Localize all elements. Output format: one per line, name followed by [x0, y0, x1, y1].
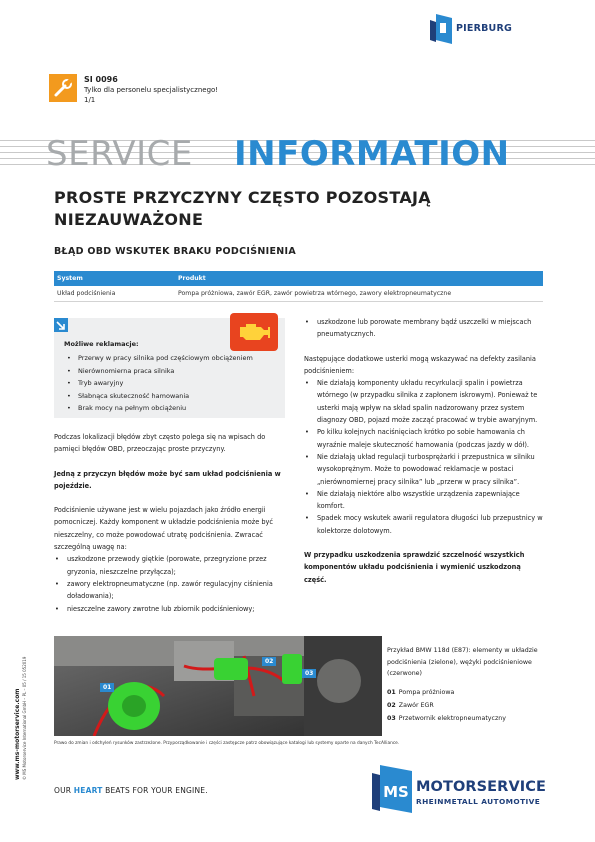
engine-photo [54, 636, 382, 736]
photo-caption [387, 645, 543, 725]
photo-label-01: 01 [100, 674, 114, 693]
list-item: • zawory elektropneumatyczne (np. zawór regulacyjny ciśnienia doładowania); [54, 578, 286, 603]
motorservice-name: MOTORSERVICE [416, 779, 547, 795]
complaints-title: Możliwe reklamacje: [64, 340, 139, 348]
list-item: • Brak mocy na pełnym obciążeniu [64, 402, 253, 415]
paragraph-bold: W przypadku uszkodzenia sprawdzić szczelność wszystkich komponentów układu podciśnienia i wymienić uszkodzoną część. [304, 551, 525, 584]
photo-label-03: 03 [302, 660, 316, 679]
motorservice-logo [372, 765, 547, 815]
wrench-icon [49, 74, 77, 102]
list-item: • Nie działają komponenty układu recyrkulacji spalin i powietrza wtórnego (w przypadku silnika z zapłonem iskrowym). Ponieważ te usterki mają wpływ na skład spalin nadzorowany przez system diagnozy OBD, pojazd może zacząć pracować w trybie awaryjnym. [304, 377, 544, 426]
pierburg-wordmark: PIERBURG [456, 23, 512, 34]
caption-item: 03 Przetwornik elektropneumatyczny [387, 714, 506, 722]
motorservice-sub: RHEINMETALL AUTOMOTIVE [416, 797, 541, 806]
list-item: • Nie działają układ regulacji turbosprężarki i przepustnica w silniku wysokoprężnym. Może to powodować reklamacje w postaci „nierównomiernej pracy silnika” lub „przerw w pracy silnika”. [304, 451, 544, 488]
pierburg-mark-icon [430, 14, 452, 44]
list-item: • uszkodzone przewody giętkie (porowate, przegryzione przez gryzonia, nieszczelne przyłącza); [54, 553, 286, 578]
side-text [16, 570, 30, 780]
complaints-box [54, 318, 285, 418]
photo-label-02: 02 [262, 648, 276, 667]
ms-mark-icon [372, 765, 412, 813]
caption-text: Przykład BMW 118d (E87): elementy w układzie podciśnienia (zielone), wężyki podciśnieniowe (czerwone) [387, 647, 538, 677]
table-row [54, 286, 543, 302]
caption-list [387, 686, 543, 725]
list-item: • Spadek mocy wskutek awarii regulatora długości lub przepustnicy w kolektorze dolotowym. [304, 512, 544, 537]
pierburg-logo [430, 14, 550, 46]
paragraph: Podciśnienie używane jest w wielu pojazdach jako źródło energii pomocniczej. Każdy komponent w układzie podciśnienia może być nieszczelny, co może powodować utratę podciśnienia. Zwracać szczególną uwagę na: [54, 506, 274, 552]
left-column [54, 431, 286, 615]
table-cell-system: Układ podciśnienia [54, 286, 175, 302]
banner-service: SERVICE [46, 134, 193, 174]
arrow-down-right-icon [54, 318, 68, 332]
list-item: • Po kilku kolejnych naciśnięciach krótko po sobie hamowania ch wyraźnie maleje skuteczność hamowania (podczas jazdy w dół). [304, 426, 544, 451]
list-item: • Przerwy w pracy silnika pod częściowym obciążeniem [64, 352, 253, 365]
list-item: • Tryb awaryjny [64, 377, 253, 390]
list-item: • nieszczelne zawory zwrotne lub zbiornik podciśnieniowy; [54, 603, 286, 615]
banner-information: INFORMATION [234, 134, 510, 174]
page-subtitle: BŁĄD OBD WSKUTEK BRAKU PODCIŚNIENIA [54, 246, 296, 257]
slogan: OUR HEART BEATS FOR YOUR ENGINE. [54, 786, 208, 795]
complaints-list [64, 352, 253, 415]
table-header-system: System [54, 271, 175, 286]
list-item: • uszkodzone lub porowate membrany bądź uszczelki w miejscach pneumatycznych. [304, 316, 544, 341]
side-copyright: © MS Motorservice International GmbH – PL – 05 / 15 052019 [22, 656, 27, 780]
si-audience: Tylko dla personelu specjalistycznego! [84, 86, 219, 94]
si-number: SI 0096 [84, 75, 118, 84]
paragraph: Następujące dodatkowe usterki mogą wskazywać na defekty zasilania podciśnieniem: [304, 354, 536, 375]
table-header-product: Produkt [175, 271, 543, 286]
caption-item: 02 Zawór EGR [387, 701, 434, 709]
table-cell-product: Pompa próżniowa, zawór EGR, zawór powietrza wtórnego, zawory elektropneumatyczne [175, 286, 543, 302]
engine-warning-icon [230, 313, 278, 351]
list-item: • Słabnąca skuteczność hamowania [64, 390, 253, 403]
service-information-banner [0, 132, 595, 176]
right-first-list [304, 316, 544, 341]
side-url[interactable]: www.ms-motorservice.com [14, 688, 21, 780]
slogan-heart: HEART [73, 786, 103, 795]
caption-item: 01 Pompa próżniowa [387, 688, 455, 696]
left-list [54, 553, 286, 614]
paragraph-bold: Jedną z przyczyn błędów może być sam układ podciśnienia w pojeździe. [54, 469, 281, 490]
system-table [54, 271, 543, 302]
disclaimer: Prawo do zmian i odchyleń rysunków zastrzeżone. Przyporządkowanie i części zastępcze patrz obowiązujące katalogi lub systemy oparte na danych TecAlliance. [54, 741, 400, 746]
si-page: 1/1 [84, 96, 96, 104]
si-info [84, 75, 218, 105]
right-list [304, 377, 544, 537]
list-item: • Nie działają niektóre albo wszystkie urządzenia zapewniające komfort. [304, 488, 544, 513]
list-item: • Nierównomierna praca silnika [64, 365, 253, 378]
right-column [304, 316, 544, 598]
svg-text:MS: MS [383, 783, 409, 801]
page-title: PROSTE PRZYCZYNY CZĘSTO POZOSTAJĄ NIEZAUWAŻONE [54, 188, 431, 229]
paragraph: Podczas lokalizacji błędów zbyt często polega się na wpisach do pamięci błędów OBD, przeoczając proste przyczyny. [54, 433, 266, 454]
